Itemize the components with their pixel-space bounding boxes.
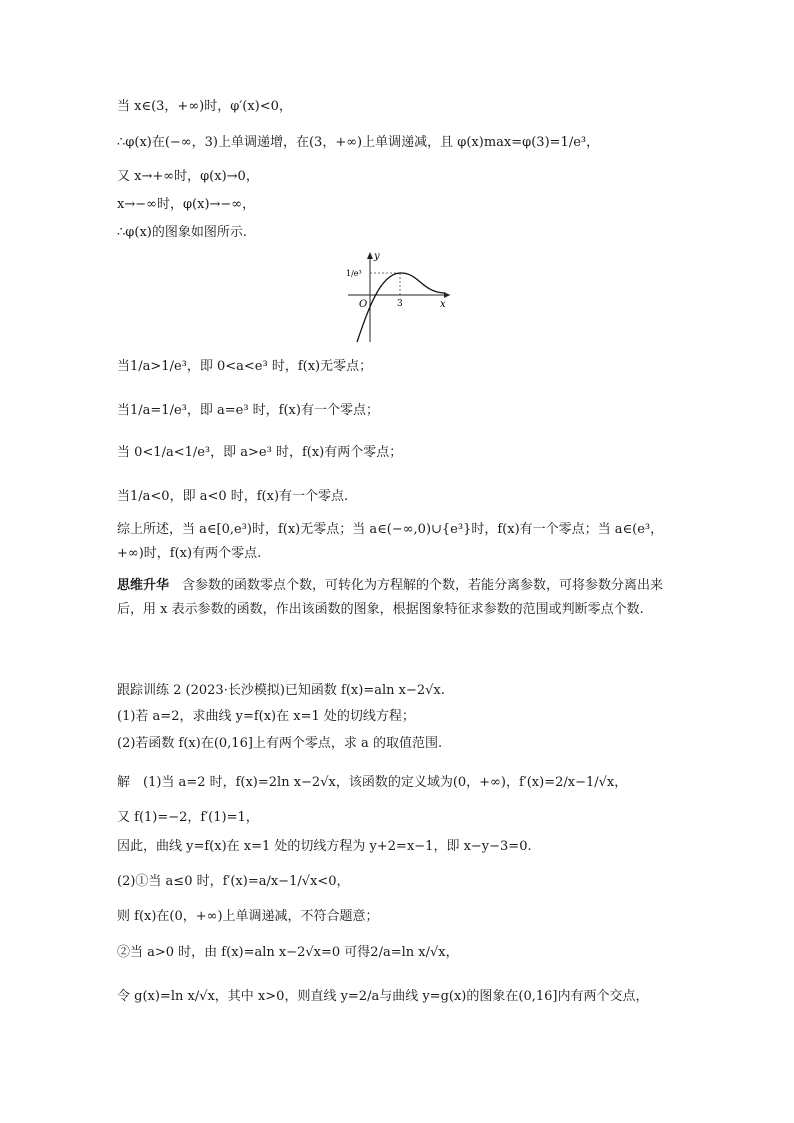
solution-line: 又 f(1)=−2，f′(1)=1， [117, 810, 259, 825]
text-line: 当1/a>1/e³，即 0<a<e³ 时，f(x)无零点； [117, 359, 373, 374]
y-tick-label: 1/e³ [346, 269, 362, 278]
y-axis-arrow [367, 252, 373, 259]
reflection-title: 思维升华 [117, 578, 170, 593]
question-1: (1)若 a=2，求曲线 y=f(x)在 x=1 处的切线方程； [117, 709, 415, 724]
text-line: 又 x→+∞时，φ(x)→0， [117, 169, 259, 184]
origin-label: O [359, 299, 368, 310]
solution-line: 令 g(x)=ln x/√x，其中 x>0，则直线 y=2/a与曲线 y=g(x)的图象在(0,16]内有两个交点， [117, 989, 649, 1004]
x-axis-label: x [440, 299, 446, 310]
text-line: ∴φ(x)的图象如图所示. [117, 225, 247, 240]
reflection-text: 含参数的函数零点个数，可转化为方程解的个数，若能分离参数，可将参数分离出来后，用 x 表示参数的函数，作出该函数的图象，根据图象特征求参数的范围或判断零点个数. [117, 578, 664, 617]
exercise-header [117, 682, 687, 700]
exercise-text: (2023·长沙模拟)已知函数 f(x)=aln x−2√x. [185, 683, 445, 698]
summary-paragraph: 综上所述，当 a∈[0,e³)时，f(x)无零点；当 a∈(−∞,0)∪{e³}时，f(x)有一个零点；当 a∈(e³，+∞)时，f(x)有两个零点. [117, 522, 664, 561]
function-graph [340, 250, 460, 345]
y-axis-label: y [374, 251, 380, 262]
x-axis-arrow [444, 292, 450, 298]
solution-line: ②当 a>0 时，由 f(x)=aln x−2√x=0 可得2/a=ln x/√x， [117, 945, 459, 960]
solution-line: 则 f(x)在(0，+∞)上单调递减，不符合题意； [117, 909, 379, 924]
text-line: ∴φ(x)在(−∞，3)上单调递增，在(3，+∞)上单调递减，且 φ(x)max=φ(3)=1/e³， [117, 135, 600, 150]
exercise-title: 跟踪训练 2 [117, 683, 182, 698]
text-line: 当 0<1/a<1/e³，即 a>e³ 时，f(x)有两个零点； [117, 445, 403, 460]
x-tick-label: 3 [397, 299, 403, 309]
text-line: 当1/a<0，即 a<0 时，f(x)有一个零点. [117, 489, 349, 504]
reflection-paragraph [117, 574, 687, 622]
text-line: 当1/a=1/e³，即 a=e³ 时，f(x)有一个零点； [117, 403, 379, 418]
solution-line: 因此，曲线 y=f(x)在 x=1 处的切线方程为 y+2=x−1，即 x−y−3=0. [117, 839, 532, 854]
text-line: x→−∞时，φ(x)→−∞， [117, 197, 256, 212]
solution-line: (2)①当 a≤0 时，f′(x)=a/x−1/√x<0， [117, 874, 350, 889]
text-line: 当 x∈(3，+∞)时，φ′(x)<0， [117, 99, 292, 114]
question-2: (2)若函数 f(x)在(0,16]上有两个零点，求 a 的取值范围. [117, 736, 443, 751]
solution-line: 解 (1)当 a=2 时，f(x)=2ln x−2√x，该函数的定义域为(0，+∞)，f′(x)=2/x−1/√x， [117, 775, 628, 790]
